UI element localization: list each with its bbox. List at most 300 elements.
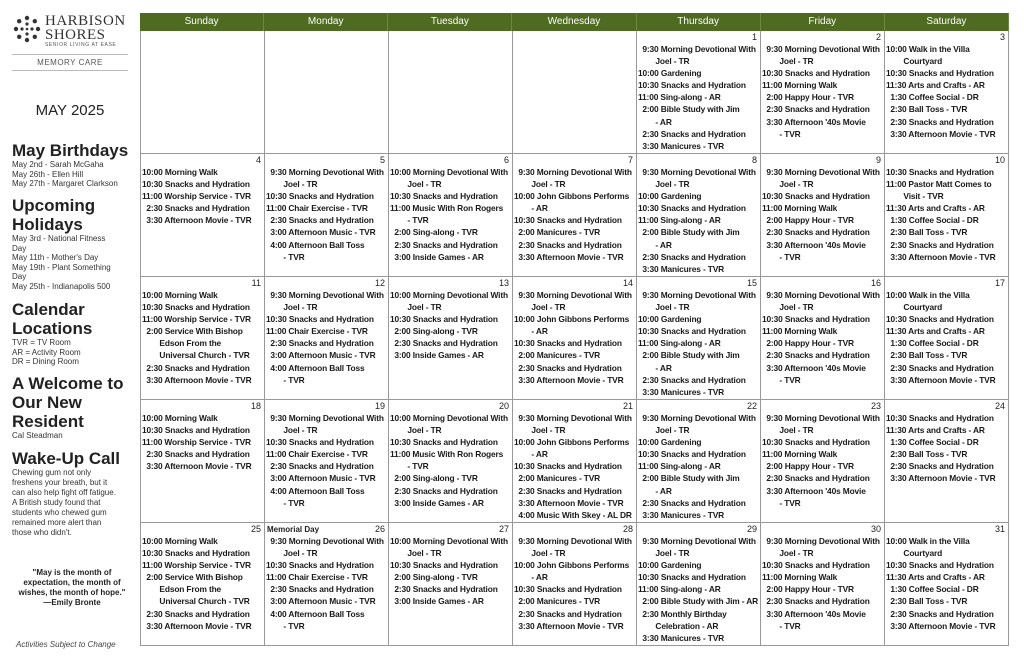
- event-line: Visit - TVR: [886, 191, 944, 202]
- event-line: - TVR: [762, 497, 801, 508]
- day-number: 28: [622, 524, 633, 534]
- event-line: 9:30 Morning Devotional With: [638, 167, 756, 177]
- event-line: 2:00 Happy Hour - TVR: [762, 215, 854, 226]
- event-line: Joel - TR: [266, 548, 318, 559]
- event-line: 11:00 Morning Walk: [762, 572, 838, 583]
- event-line: 10:00 Morning Walk: [142, 290, 218, 300]
- welcome-name: Cal Steadman: [12, 431, 63, 440]
- day-cell: [141, 277, 265, 400]
- event-list: [266, 535, 387, 632]
- month-title: MAY 2025: [35, 102, 105, 119]
- wakeup-line: those who didn't.: [12, 528, 72, 537]
- event-line: 11:00 Sing-along - AR: [638, 461, 721, 472]
- day-number: 4: [255, 155, 261, 165]
- day-cell: [637, 154, 761, 277]
- event-line: 3:30 Afternoon Movie - TVR: [514, 251, 624, 262]
- event-line: 11:00 Morning Walk: [762, 449, 838, 460]
- event-line: 2:30 Ball Toss - TVR: [886, 227, 968, 238]
- day-cell: [389, 31, 513, 154]
- event-list: [886, 535, 1007, 632]
- day-cell: [761, 154, 885, 277]
- event-line: Joel - TR: [390, 302, 442, 313]
- day-number: 25: [250, 524, 261, 534]
- event-line: Joel - TR: [514, 548, 566, 559]
- event-line: 2:00 Bible Study with Jim: [638, 227, 740, 238]
- event-line: 9:30 Morning Devotional With: [762, 167, 880, 177]
- wakeup-line: freshens your breath, but it: [12, 478, 108, 487]
- event-line: - TVR: [762, 374, 801, 385]
- event-line: 2:00 Service With Bishop: [142, 572, 243, 583]
- event-line: 11:30 Arts and Crafts - AR: [886, 425, 985, 436]
- event-line: Courtyard: [886, 548, 943, 559]
- event-list: [886, 43, 1007, 140]
- event-line: 2:30 Snacks and Hydration: [142, 203, 250, 214]
- event-line: 2:30 Snacks and Hydration: [762, 104, 870, 115]
- event-line: 11:00 Chair Exercise - TVR: [266, 449, 368, 460]
- event-line: 2:30 Snacks and Hydration: [514, 239, 622, 250]
- day-cell: [141, 400, 265, 523]
- event-line: 2:00 Manicures - TVR: [514, 350, 601, 361]
- event-line: 3:00 Afternoon Music - TVR: [266, 227, 376, 238]
- event-line: Joel - TR: [762, 302, 814, 313]
- event-line: 10:30 Snacks and Hydration: [638, 449, 746, 460]
- event-line: 3:30 Afternoon '40s Movie: [762, 608, 866, 619]
- event-line: 3:30 Afternoon Movie - TVR: [142, 620, 252, 631]
- weekday-tuesday: Tuesday: [388, 13, 512, 31]
- event-list: [638, 289, 759, 398]
- event-line: - TVR: [266, 497, 305, 508]
- event-line: 9:30 Morning Devotional With: [762, 536, 880, 546]
- event-line: 2:30 Snacks and Hydration: [390, 584, 498, 595]
- event-line: 11:00 Morning Walk: [762, 80, 838, 91]
- event-list: [886, 412, 1007, 485]
- event-line: 3:00 Inside Games - AR: [390, 251, 484, 262]
- event-line: Joel - TR: [638, 425, 690, 436]
- holiday-item: May 25th - Indianapolis 500: [12, 281, 111, 291]
- day-cell: [265, 277, 389, 400]
- event-line: 2:30 Snacks and Hydration: [762, 350, 870, 361]
- calendar-grid: [140, 31, 1009, 646]
- event-line: 10:30 Snacks and Hydration: [762, 314, 870, 325]
- event-line: Courtyard: [886, 302, 943, 313]
- locations-section: [12, 300, 136, 367]
- day-cell: [885, 277, 1009, 400]
- event-line: 10:30 Snacks and Hydration: [638, 80, 746, 91]
- event-line: 10:30 Snacks and Hydration: [762, 191, 870, 202]
- day-number: 29: [746, 524, 757, 534]
- event-line: 10:00 Gardening: [638, 68, 702, 79]
- welcome-section: [12, 374, 136, 441]
- event-line: 10:30 Snacks and Hydration: [390, 560, 498, 571]
- event-line: 2:30 Snacks and Hydration: [638, 128, 746, 139]
- day-number: 8: [751, 155, 757, 165]
- event-line: 10:30 Snacks and Hydration: [266, 560, 374, 571]
- quote-author: —Emily Bronte: [43, 598, 101, 607]
- logo-tagline: SENIOR LIVING AT EASE: [45, 42, 117, 48]
- event-line: 11:00 Sing-along - AR: [638, 92, 721, 103]
- event-line: - AR: [514, 326, 548, 337]
- event-line: Joel - TR: [762, 179, 814, 190]
- activities-subject-note: Activities Subject to Change: [16, 640, 116, 649]
- event-line: 2:30 Snacks and Hydration: [886, 461, 994, 472]
- event-list: [390, 166, 511, 263]
- event-line: 10:00 John Gibbons Performs: [514, 314, 630, 325]
- event-line: 10:30 Snacks and Hydration: [886, 560, 994, 571]
- event-line: 9:30 Morning Devotional With: [514, 167, 632, 177]
- day-cell: [885, 31, 1009, 154]
- event-list: [142, 289, 263, 386]
- day-cell: [513, 523, 637, 646]
- event-line: 10:00 John Gibbons Performs: [514, 437, 630, 448]
- event-line: 2:30 Snacks and Hydration: [142, 449, 250, 460]
- event-list: [762, 43, 883, 140]
- event-line: 9:30 Morning Devotional With: [762, 44, 880, 54]
- event-line: - AR: [514, 572, 548, 583]
- event-line: - AR: [638, 362, 672, 373]
- event-line: 10:30 Snacks and Hydration: [886, 167, 994, 177]
- event-line: 10:00 Morning Devotional With: [390, 536, 508, 546]
- event-line: 10:30 Snacks and Hydration: [762, 68, 870, 79]
- event-line: - TVR: [266, 251, 305, 262]
- event-line: 3:30 Afternoon '40s Movie: [762, 362, 866, 373]
- holidays-title: Upcoming Holidays: [12, 196, 96, 234]
- event-line: 10:00 Walk in the Villa: [886, 536, 970, 546]
- event-line: - TVR: [266, 620, 305, 631]
- event-line: 3:30 Afternoon '40s Movie: [762, 116, 866, 127]
- day-number: 12: [374, 278, 385, 288]
- event-line: 10:00 Morning Walk: [142, 413, 218, 423]
- event-line: 9:30 Morning Devotional With: [266, 536, 384, 546]
- event-line: - TVR: [390, 461, 429, 472]
- event-line: 4:00 Afternoon Ball Toss: [266, 239, 365, 250]
- event-line: 3:30 Afternoon '40s Movie: [762, 485, 866, 496]
- day-cell: [637, 277, 761, 400]
- event-line: Joel - TR: [762, 56, 814, 67]
- event-line: 10:30 Snacks and Hydration: [638, 572, 746, 583]
- event-line: 4:00 Afternoon Ball Toss: [266, 485, 365, 496]
- event-line: 11:00 Worship Service - TVR: [142, 314, 251, 325]
- event-line: 11:30 Arts and Crafts - AR: [886, 572, 985, 583]
- event-line: 2:00 Happy Hour - TVR: [762, 584, 854, 595]
- logo-mark-icon: [12, 14, 42, 44]
- quote-line: expectation, the month of: [23, 578, 121, 587]
- event-line: 2:00 Bible Study with Jim: [638, 350, 740, 361]
- event-line: Joel - TR: [638, 56, 690, 67]
- event-line: 4:00 Afternoon Ball Toss: [266, 608, 365, 619]
- event-line: 10:30 Snacks and Hydration: [514, 584, 622, 595]
- event-line: 10:30 Snacks and Hydration: [266, 437, 374, 448]
- day-cell: [513, 277, 637, 400]
- event-line: 3:30 Manicures - TVR: [638, 386, 725, 397]
- event-line: 9:30 Morning Devotional With: [762, 290, 880, 300]
- day-cell: [761, 400, 885, 523]
- event-line: 4:00 Music With Skey - AL DR: [514, 509, 632, 520]
- day-number: 26: [374, 524, 385, 534]
- day-number: 3: [999, 32, 1005, 42]
- event-line: 3:30 Afternoon Movie - TVR: [142, 374, 252, 385]
- birthdays-title: May Birthdays: [12, 141, 129, 160]
- day-number: 24: [994, 401, 1005, 411]
- day-number: 19: [374, 401, 385, 411]
- event-line: 3:30 Afternoon Movie - TVR: [886, 473, 996, 484]
- event-line: 10:00 Morning Walk: [142, 167, 218, 177]
- event-line: 3:30 Afternoon Movie - TVR: [886, 251, 996, 262]
- event-list: [886, 166, 1007, 263]
- holiday-item: May 11th - Mother's Day: [12, 253, 99, 262]
- event-line: 2:00 Sing-along - TVR: [390, 326, 478, 337]
- birthday-item: May 2nd - Sarah McGaha: [12, 160, 104, 169]
- event-line: 3:00 Inside Games - AR: [390, 596, 484, 607]
- event-line: Joel - TR: [762, 548, 814, 559]
- event-line: 9:30 Morning Devotional With: [266, 167, 384, 177]
- event-line: 2:00 Manicures - TVR: [514, 473, 601, 484]
- day-number: 5: [379, 155, 385, 165]
- event-line: 11:30 Arts and Crafts - AR: [886, 80, 985, 91]
- day-number: 10: [994, 155, 1005, 165]
- event-line: 10:30 Snacks and Hydration: [142, 548, 250, 559]
- event-line: 10:30 Snacks and Hydration: [390, 314, 498, 325]
- event-line: - TVR: [390, 215, 429, 226]
- event-line: 10:30 Snacks and Hydration: [266, 191, 374, 202]
- event-line: Joel - TR: [638, 548, 690, 559]
- day-cell: [637, 31, 761, 154]
- day-number: 9: [875, 155, 881, 165]
- event-line: 2:00 Service With Bishop: [142, 326, 243, 337]
- event-line: Joel - TR: [266, 179, 318, 190]
- event-line: 2:30 Snacks and Hydration: [390, 485, 498, 496]
- event-line: 11:00 Music With Ron Rogers: [390, 449, 504, 460]
- event-list: [762, 535, 883, 632]
- quote-line: wishes, the month of hope.": [18, 588, 126, 597]
- day-number: 23: [870, 401, 881, 411]
- event-line: 2:00 Manicures - TVR: [514, 596, 601, 607]
- day-number: 2: [875, 32, 881, 42]
- event-line: 2:30 Snacks and Hydration: [886, 116, 994, 127]
- day-number: 13: [498, 278, 509, 288]
- event-line: 3:30 Afternoon Movie - TVR: [886, 620, 996, 631]
- event-line: 2:30 Snacks and Hydration: [762, 473, 870, 484]
- event-line: 3:00 Afternoon Music - TVR: [266, 473, 376, 484]
- event-line: Joel - TR: [762, 425, 814, 436]
- event-line: 2:30 Snacks and Hydration: [886, 239, 994, 250]
- weekday-wednesday: Wednesday: [512, 13, 636, 31]
- event-line: 3:30 Afternoon '40s Movie: [762, 239, 866, 250]
- event-line: 10:30 Snacks and Hydration: [142, 302, 250, 313]
- event-list: [638, 43, 759, 152]
- event-line: 10:30 Snacks and Hydration: [886, 68, 994, 79]
- holiday-item: May 3rd - National Fitness: [12, 234, 106, 243]
- event-line: 10:00 Morning Devotional With: [390, 290, 508, 300]
- day-cell: [265, 31, 389, 154]
- birthday-item: May 27th - Margaret Clarkson: [12, 179, 118, 188]
- event-line: 10:30 Snacks and Hydration: [638, 203, 746, 214]
- day-number: 22: [746, 401, 757, 411]
- event-line: 10:00 Gardening: [638, 560, 702, 571]
- event-line: 1:30 Coffee Social - DR: [886, 437, 979, 448]
- event-list: [514, 289, 635, 386]
- event-line: 2:30 Snacks and Hydration: [514, 362, 622, 373]
- sidebar: [0, 0, 136, 663]
- event-line: 1:30 Coffee Social - DR: [886, 338, 979, 349]
- day-cell: [389, 277, 513, 400]
- event-line: 10:00 Walk in the Villa: [886, 44, 970, 54]
- quote: [16, 568, 128, 608]
- event-line: 3:00 Afternoon Music - TVR: [266, 596, 376, 607]
- event-line: 10:30 Snacks and Hydration: [390, 437, 498, 448]
- event-line: 10:00 Walk in the Villa: [886, 290, 970, 300]
- event-line: 2:30 Snacks and Hydration: [390, 338, 498, 349]
- event-line: 2:30 Snacks and Hydration: [142, 362, 250, 373]
- event-line: 11:00 Worship Service - TVR: [142, 191, 251, 202]
- event-line: 4:00 Afternoon Ball Toss: [266, 362, 365, 373]
- locations-title: Calendar Locations: [12, 300, 93, 338]
- weekday-friday: Friday: [761, 13, 885, 31]
- event-line: 2:30 Ball Toss - TVR: [886, 449, 968, 460]
- event-line: 2:00 Sing-along - TVR: [390, 572, 478, 583]
- calendar: [140, 13, 1009, 645]
- event-line: 11:00 Sing-along - AR: [638, 215, 721, 226]
- day-cell: [141, 154, 265, 277]
- birthdays-section: [12, 141, 136, 189]
- event-line: 3:30 Manicures - TVR: [638, 263, 725, 274]
- event-list: [762, 166, 883, 263]
- event-list: [266, 412, 387, 509]
- event-line: 9:30 Morning Devotional With: [514, 536, 632, 546]
- event-line: 3:30 Manicures - TVR: [638, 632, 725, 643]
- event-line: 2:30 Snacks and Hydration: [266, 215, 374, 226]
- event-line: 1:30 Coffee Social - DR: [886, 92, 979, 103]
- event-line: 10:00 Gardening: [638, 314, 702, 325]
- event-line: 10:30 Snacks and Hydration: [762, 560, 870, 571]
- event-line: 2:30 Snacks and Hydration: [514, 485, 622, 496]
- day-number: 6: [503, 155, 509, 165]
- day-number: 1: [751, 32, 757, 42]
- day-number: 18: [250, 401, 261, 411]
- event-line: 2:30 Snacks and Hydration: [266, 338, 374, 349]
- weekday-sunday: Sunday: [140, 13, 264, 31]
- event-line: Joel - TR: [266, 302, 318, 313]
- event-line: 10:30 Snacks and Hydration: [266, 314, 374, 325]
- event-list: [638, 535, 759, 644]
- event-line: Joel - TR: [514, 425, 566, 436]
- day-number: 20: [498, 401, 509, 411]
- event-line: - TVR: [762, 251, 801, 262]
- quote-line: "May is the month of: [32, 568, 112, 577]
- day-number: 30: [870, 524, 881, 534]
- event-line: 2:30 Snacks and Hydration: [142, 608, 250, 619]
- event-line: 2:30 Snacks and Hydration: [886, 362, 994, 373]
- logo-line2: SHORES: [45, 27, 106, 43]
- location-item: DR = Dining Room: [12, 357, 79, 366]
- event-line: Joel - TR: [638, 302, 690, 313]
- event-line: Joel - TR: [514, 179, 566, 190]
- event-line: 2:30 Snacks and Hydration: [762, 596, 870, 607]
- event-line: - TVR: [762, 128, 801, 139]
- day-number: 21: [622, 401, 633, 411]
- wakeup-line: Chewing gum not only: [12, 468, 92, 477]
- wakeup-line: remained more alert than: [12, 518, 102, 527]
- event-line: 10:00 Morning Devotional With: [390, 167, 508, 177]
- event-line: 2:00 Sing-along - TVR: [390, 227, 478, 238]
- event-list: [266, 166, 387, 263]
- event-line: 11:00 Pastor Matt Comes to: [886, 179, 992, 190]
- event-line: Edson From the: [142, 584, 222, 595]
- day-cell: [885, 154, 1009, 277]
- event-line: - TVR: [762, 620, 801, 631]
- event-line: 3:30 Afternoon Movie - TVR: [514, 374, 624, 385]
- harbison-shores-logo: [12, 12, 130, 48]
- event-list: [514, 535, 635, 632]
- event-line: Joel - TR: [390, 179, 442, 190]
- event-line: 9:30 Morning Devotional With: [638, 290, 756, 300]
- event-list: [638, 412, 759, 521]
- event-line: 10:30 Snacks and Hydration: [514, 338, 622, 349]
- day-number: 14: [622, 278, 633, 288]
- holiday-item: Day: [12, 243, 27, 253]
- day-cell: [265, 400, 389, 523]
- event-list: [142, 412, 263, 472]
- event-line: - AR: [514, 449, 548, 460]
- event-line: 10:30 Snacks and Hydration: [886, 413, 994, 423]
- event-line: 9:30 Morning Devotional With: [762, 413, 880, 423]
- day-cell: [885, 400, 1009, 523]
- event-list: [638, 166, 759, 275]
- event-line: 10:00 Morning Walk: [142, 536, 218, 546]
- logo-line1: HARBISON: [45, 13, 126, 29]
- event-line: 3:00 Inside Games - AR: [390, 350, 484, 361]
- event-line: 2:00 Bible Study with Jim: [638, 104, 740, 115]
- event-list: [142, 166, 263, 226]
- day-cell: [265, 523, 389, 646]
- event-line: Universal Church - TVR: [142, 350, 250, 361]
- event-list: [514, 412, 635, 521]
- day-number: 27: [498, 524, 509, 534]
- event-line: 11:00 Sing-along - AR: [638, 338, 721, 349]
- event-line: 10:30 Snacks and Hydration: [514, 215, 622, 226]
- day-cell: [389, 523, 513, 646]
- day-cell: [637, 523, 761, 646]
- wakeup-line: can also help fight off fatigue.: [12, 488, 116, 497]
- day-cell: [389, 400, 513, 523]
- event-line: 10:30 Snacks and Hydration: [762, 437, 870, 448]
- wakeup-line: students who chewed gum: [12, 508, 107, 517]
- event-line: 9:30 Morning Devotional With: [638, 44, 756, 54]
- day-cell: [513, 400, 637, 523]
- event-line: 9:30 Morning Devotional With: [638, 536, 756, 546]
- event-line: 11:00 Chair Exercise - TVR: [266, 572, 368, 583]
- birthday-item: May 26th - Ellen Hill: [12, 169, 84, 179]
- event-line: 11:00 Sing-along - AR: [638, 584, 721, 595]
- event-line: 2:30 Snacks and Hydration: [638, 374, 746, 385]
- event-line: 3:30 Manicures - TVR: [638, 140, 725, 151]
- event-line: 2:00 Sing-along - TVR: [390, 473, 478, 484]
- event-line: 3:30 Afternoon Movie - TVR: [886, 128, 996, 139]
- event-list: [266, 289, 387, 386]
- event-line: 11:00 Worship Service - TVR: [142, 437, 251, 448]
- day-cell: [265, 154, 389, 277]
- event-line: - AR: [638, 239, 672, 250]
- event-line: 3:30 Afternoon Movie - TVR: [514, 620, 624, 631]
- day-cell: [389, 154, 513, 277]
- event-line: 9:30 Morning Devotional With: [638, 413, 756, 423]
- event-list: [390, 412, 511, 509]
- event-line: 9:30 Morning Devotional With: [514, 413, 632, 423]
- event-line: Joel - TR: [390, 425, 442, 436]
- event-line: 11:30 Arts and Crafts - AR: [886, 203, 985, 214]
- weekday-monday: Monday: [264, 13, 388, 31]
- event-list: [142, 535, 263, 632]
- event-line: Celebration - AR: [638, 620, 719, 631]
